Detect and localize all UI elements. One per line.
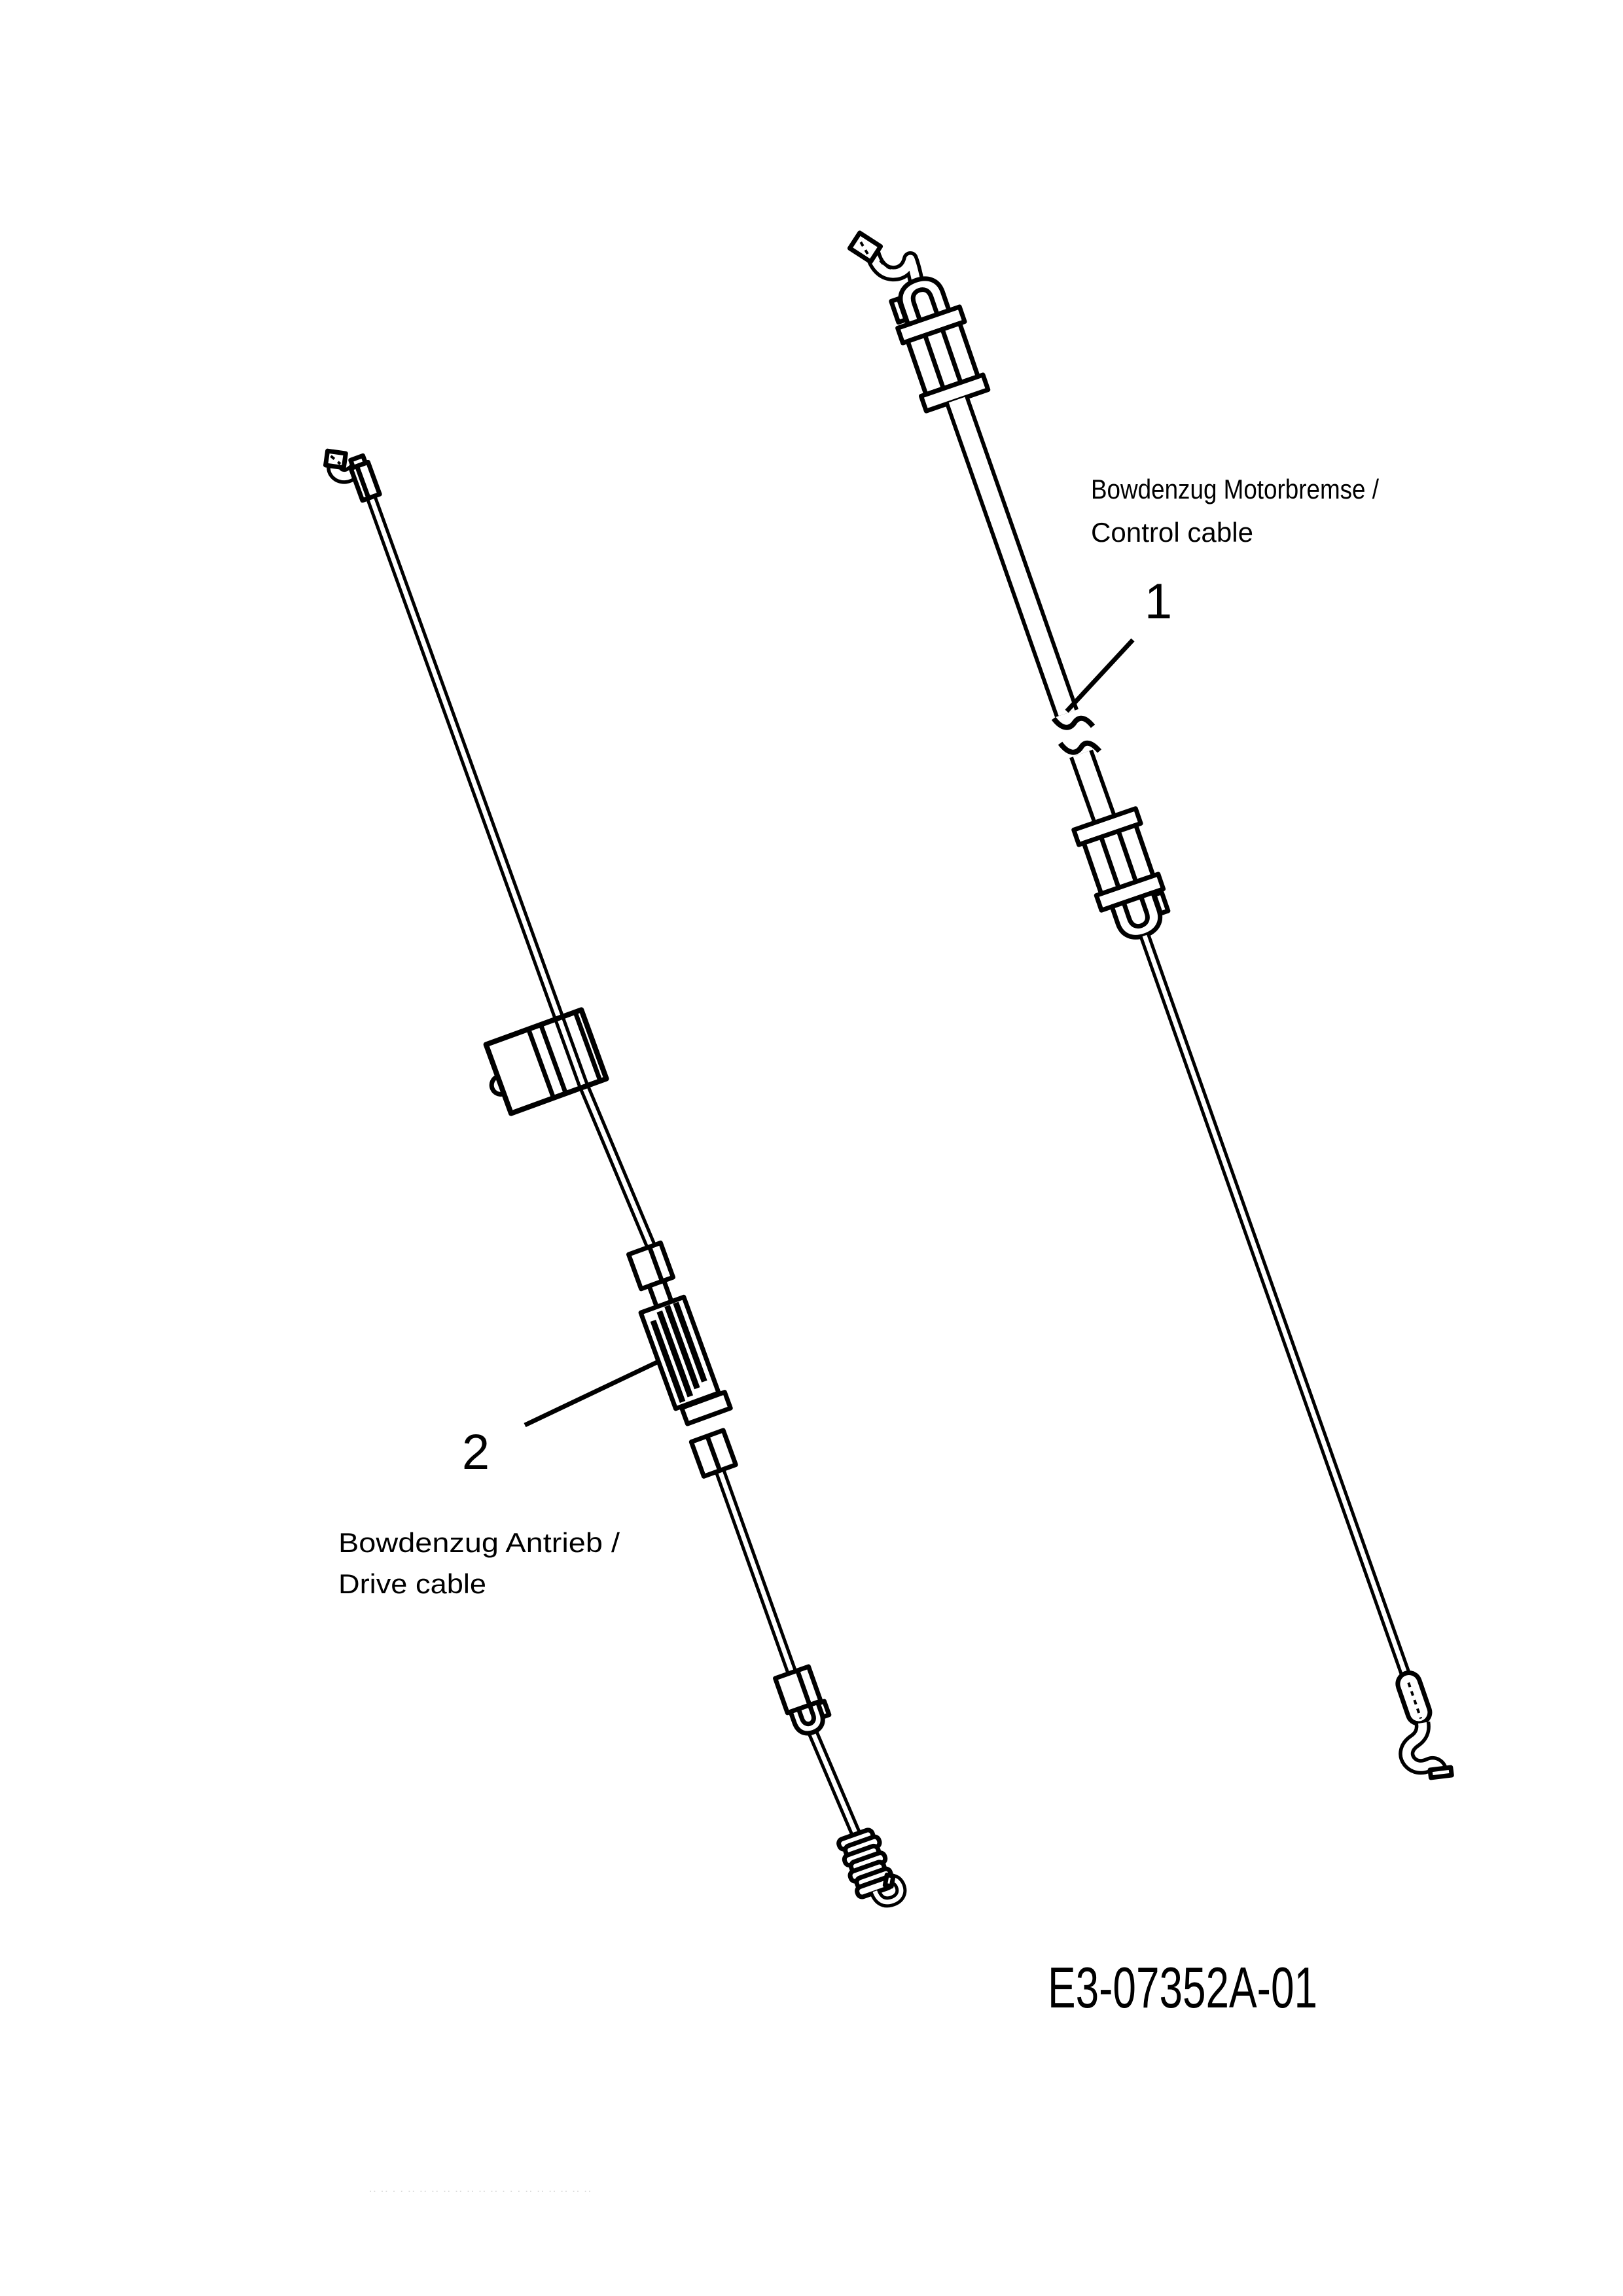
callout-number-1: 1 xyxy=(1144,574,1173,629)
control-cable-upper-adjuster xyxy=(885,270,988,411)
callout-2-leader xyxy=(525,1361,660,1425)
drive-cable-spring xyxy=(838,1826,904,1912)
cable-break-mark xyxy=(1054,718,1093,728)
drive-cable-top-hook xyxy=(321,439,380,508)
diagram-part-number: E3-07352A-01 xyxy=(1048,1955,1317,2020)
control-cable-lower-adjuster xyxy=(1074,809,1176,946)
callout-number-2: 2 xyxy=(461,1424,490,1480)
drive-cable-lower-fitting xyxy=(776,1665,833,1738)
callout-1-leader xyxy=(1067,640,1133,711)
cable-break-mark xyxy=(1060,743,1099,752)
drive-cable-adjuster-assembly xyxy=(620,1240,749,1477)
control-cable-label-line1: Bowdenzug Motorbremse / xyxy=(1091,474,1380,504)
control-cable-figure xyxy=(849,233,1453,1787)
control-cable-end-hook xyxy=(1381,1669,1453,1787)
drive-cable-label-line1: Bowdenzug Antrieb / xyxy=(338,1527,620,1558)
watermark-text: ·· ·· · · ·· ·· ·· ·· ·· ·· ·· ·· · · · ·· ·· ·· ·· ·· ·· xyxy=(368,2184,595,2197)
drive-cable-figure xyxy=(321,439,904,1911)
control-cable-hook-tip xyxy=(849,233,880,262)
control-cable-label-line2: Control cable xyxy=(1091,517,1253,548)
drive-cable-label-line2: Drive cable xyxy=(338,1568,486,1599)
